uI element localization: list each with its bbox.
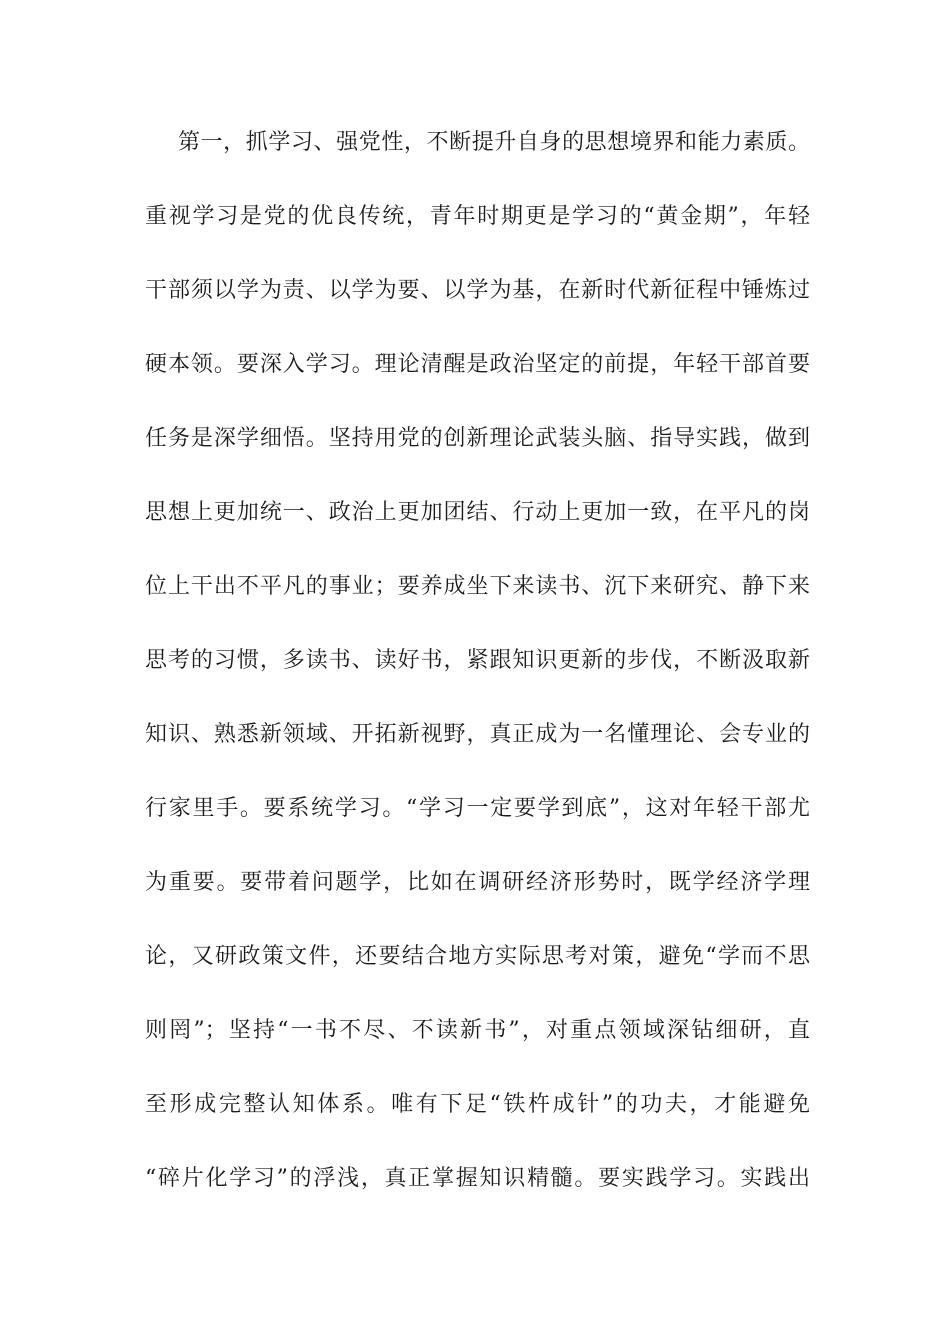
paragraph-line: 位上干出不平凡的事业；要养成坐下来读书、沉下来研究、静下来 [145,574,810,599]
paragraph-line: 为重要。要带着问题学，比如在调研经济形势时，既学经济学理 [145,870,810,895]
paragraph-line: 重视学习是党的优良传统，青年时期更是学习的“黄金期”，年轻 [145,204,810,229]
paragraph-line: 论，又研政策文件，还要结合地方实际思考对策，避免“学而不思 [145,944,810,969]
paragraph-line: 任务是深学细悟。坚持用党的创新理论武装头脑、指导实践，做到 [145,426,810,451]
paragraph-line: 至形成完整认知体系。唯有下足“铁杵成针”的功夫，才能避免 [145,1092,810,1117]
paragraph-line: 行家里手。要系统学习。“学习一定要学到底”，这对年轻干部尤 [145,796,810,821]
paragraph-line: 思考的习惯，多读书、读好书，紧跟知识更新的步伐，不断汲取新 [145,648,810,673]
paragraph-line: 干部须以学为责、以学为要、以学为基，在新时代新征程中锤炼过 [145,278,810,303]
paragraph-line: 硬本领。要深入学习。理论清醒是政治坚定的前提，年轻干部首要 [145,352,810,377]
paragraph-line: 第一，抓学习、强党性，不断提升自身的思想境界和能力素质。 [178,130,810,155]
paragraph-line: 知识、熟悉新领域、开拓新视野，真正成为一名懂理论、会专业的 [145,722,810,747]
paragraph-line: “碎片化学习”的浮浅，真正掌握知识精髓。要实践学习。实践出 [145,1166,810,1191]
paragraph-line: 思想上更加统一、政治上更加团结、行动上更加一致，在平凡的岗 [145,500,810,525]
paragraph-line: 则罔”；坚持“一书不尽、不读新书”，对重点领域深钻细研，直 [145,1018,810,1043]
